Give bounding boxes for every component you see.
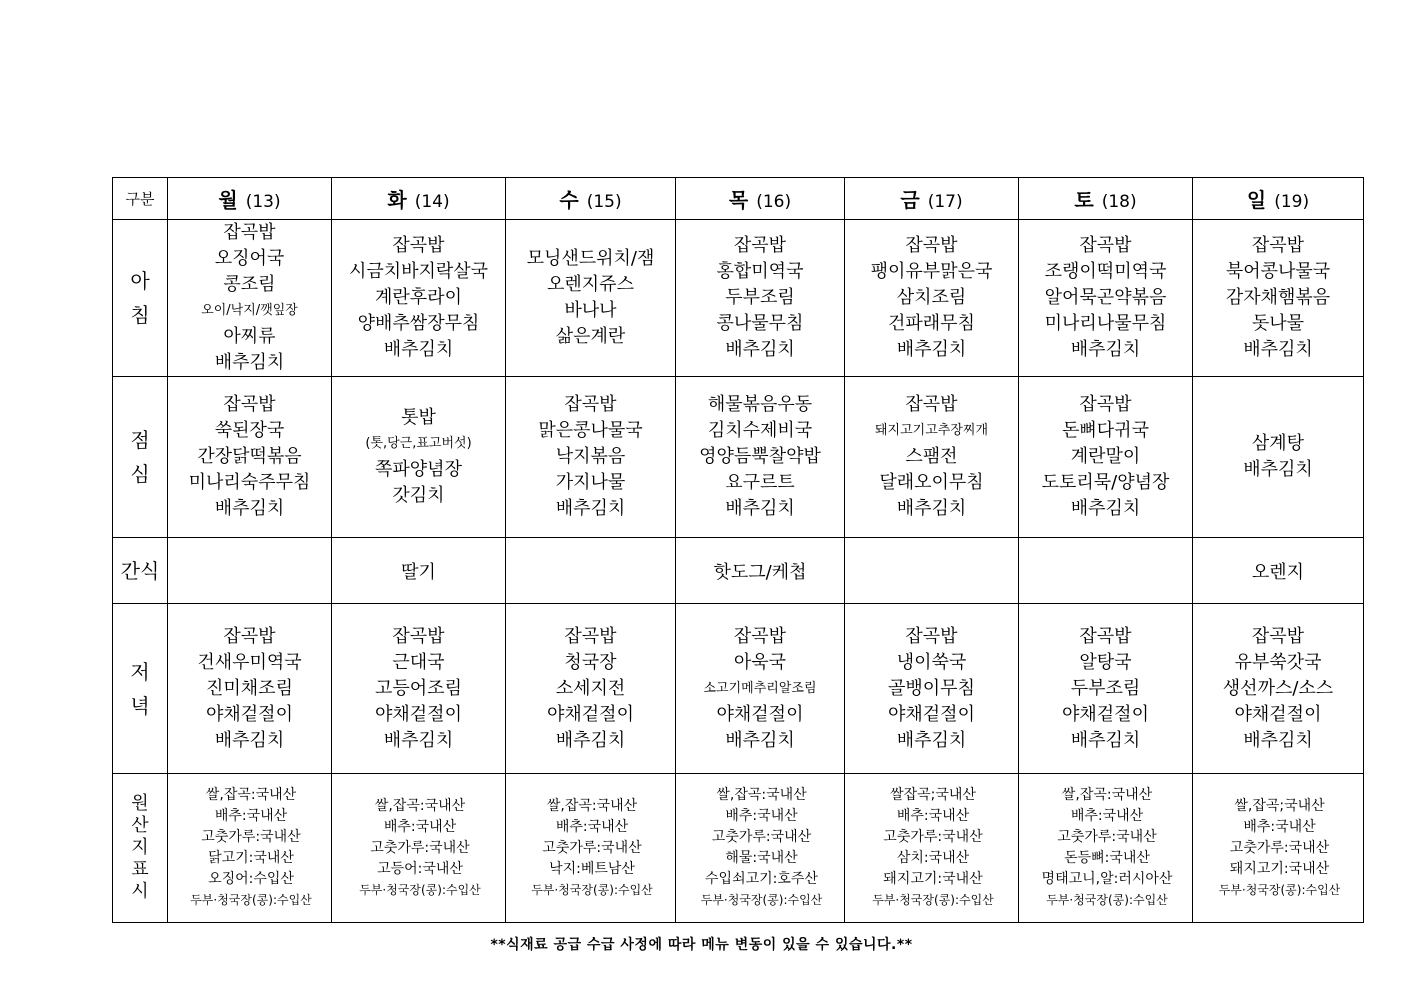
menu-item: 야채겉절이 [206, 703, 293, 725]
origin-item: 쌀,잡곡:국내산 [716, 787, 807, 803]
category-header: 구분 [113, 178, 168, 220]
dinner-cell [332, 604, 506, 774]
breakfast-row [113, 220, 1364, 377]
menu-item: 삶은계란 [555, 326, 626, 347]
menu-item: 배추김치 [1070, 339, 1141, 360]
menu-item: 냉이쑥국 [896, 651, 967, 673]
menu-item: 유부쑥갓국 [1234, 651, 1322, 673]
menu-item: 미나리숙주무침 [188, 472, 311, 493]
menu-item: 잡곡밥 [1079, 235, 1132, 256]
origin-cell [168, 774, 332, 923]
menu-item: 잡곡밥 [1079, 625, 1132, 647]
snack-cell [168, 538, 332, 604]
menu-item: 도토리묵/양념장 [1041, 472, 1170, 493]
origin-item: 고춧가루:국내산 [711, 829, 812, 845]
origin-item: 해물:국내산 [725, 850, 798, 866]
menu-item: 쑥된장국 [214, 420, 285, 441]
menu-item: 오징어국 [214, 248, 285, 269]
origin-cell [332, 774, 506, 923]
menu-item: 잡곡밥 [564, 394, 617, 415]
menu-item: 잡곡밥 [905, 235, 958, 256]
origin-item: 닭고기:국내산 [208, 850, 294, 866]
menu-item: 시금치바지락살국 [348, 261, 489, 282]
menu-item: 간장닭떡볶음 [197, 446, 302, 467]
dinner-cell [676, 604, 845, 774]
lunch-label: 점 심 [113, 377, 168, 538]
day-header: 월 (13) [168, 178, 332, 220]
menu-item: 배추김치 [896, 339, 967, 360]
menu-item: 배추김치 [555, 729, 626, 751]
menu-item: 잡곡밥 [392, 235, 445, 256]
menu-item: 요구르트 [725, 472, 795, 493]
origin-item: 쌀,잡곡:국내산 [546, 797, 638, 814]
lunch-cell [1193, 377, 1364, 538]
origin-item: 명태고니,알:러시아산 [1041, 871, 1173, 887]
snack-cell [1019, 538, 1193, 604]
menu-change-notice: **식재료 공급 수급 사정에 따라 메뉴 변동이 있을 수 있습니다.** [490, 937, 913, 953]
origin-item: 쌀,잡곡:국내산 [1061, 787, 1153, 803]
menu-item: 잡곡밥 [905, 394, 958, 415]
origin-item: 돼지고기:국내산 [1229, 860, 1330, 877]
dinner-cell [168, 604, 332, 774]
menu-item: 김치수제비국 [707, 420, 813, 441]
breakfast-cell [332, 220, 506, 377]
origin-item: 돼지고기:국내산 [883, 871, 983, 887]
snack-cell: 핫도그/케첩 [676, 538, 845, 604]
breakfast-cell [168, 220, 332, 377]
day-header: 수 (15) [506, 178, 676, 220]
origin-item: 고춧가루:국내산 [542, 839, 642, 856]
origin-item: 두부·청국장(콩):수입산 [1218, 882, 1341, 897]
origin-item: 배추:국내산 [555, 818, 629, 835]
origin-item: 고등어:국내산 [377, 860, 463, 877]
snack-cell: 딸기 [332, 538, 506, 604]
origin-item: 배추:국내산 [725, 808, 798, 824]
menu-item: 양배추쌈장무침 [357, 313, 480, 334]
snack-cell: 오렌지 [1193, 538, 1364, 604]
snack-cell [845, 538, 1019, 604]
menu-item: (톳,당근,표고버섯) [365, 436, 472, 451]
menu-item: 콩나물무침 [716, 313, 804, 334]
menu-item: 야채겉절이 [888, 703, 975, 725]
menu-item: 오렌지쥬스 [547, 274, 634, 295]
origin-item: 고춧가루:국내산 [201, 829, 301, 845]
dinner-cell [845, 604, 1019, 774]
menu-item: 야채겉절이 [1062, 703, 1149, 725]
menu-item: 영양듬뿍찰약밥 [699, 446, 821, 467]
origin-item: 낙지:베트남산 [549, 860, 635, 877]
menu-item: 배추김치 [1243, 729, 1313, 751]
origin-item: 쌀,잡곡:국내산 [374, 797, 466, 814]
dinner-row [113, 604, 1364, 774]
dinner-label: 저 녁 [113, 604, 168, 774]
menu-item: 삼계탕 [1251, 433, 1305, 454]
lunch-cell [1019, 377, 1193, 538]
menu-item: 배추김치 [725, 339, 795, 360]
origin-item: 두부·청국장(콩):수입산 [1046, 893, 1168, 907]
menu-item: 감자채햄볶음 [1225, 287, 1331, 308]
menu-item: 잡곡밥 [1079, 394, 1132, 415]
menu-item: 잡곡밥 [223, 625, 276, 647]
origin-cell [1019, 774, 1193, 923]
menu-item: 건파래무침 [888, 313, 975, 334]
menu-item: 맑은콩나물국 [538, 420, 643, 441]
menu-item: 가지나물 [555, 472, 626, 493]
menu-item: 잡곡밥 [1251, 625, 1305, 647]
menu-item: 콩조림 [223, 274, 276, 295]
day-header: 일 (19) [1193, 178, 1364, 220]
origin-cell [1193, 774, 1364, 923]
menu-item: 배추김치 [214, 498, 285, 519]
dinner-cell [506, 604, 676, 774]
menu-item: 잡곡밥 [392, 625, 445, 647]
menu-item: 미나리나물무침 [1044, 313, 1167, 334]
menu-item: 청국장 [564, 651, 617, 673]
menu-item: 조랭이떡미역국 [1044, 261, 1167, 282]
lunch-cell [845, 377, 1019, 538]
day-header: 목 (16) [676, 178, 845, 220]
menu-item: 배추김치 [725, 729, 795, 751]
menu-item: 낙지볶음 [555, 446, 626, 467]
snack-label: 간식 [113, 538, 168, 604]
menu-item: 알탕국 [1079, 651, 1132, 673]
menu-item: 북어콩나물국 [1225, 261, 1331, 282]
breakfast-cell [676, 220, 845, 377]
menu-item: 잡곡밥 [1251, 235, 1305, 256]
menu-item: 갓김치 [392, 485, 445, 506]
origin-item: 쌀,잡곡:국내산 [205, 787, 297, 803]
menu-item: 쪽파양념장 [375, 459, 462, 480]
menu-item: 배추김치 [383, 729, 454, 751]
origin-item: 수입쇠고기:호주산 [705, 871, 818, 887]
menu-item: 팽이유부맑은국 [870, 261, 993, 282]
breakfast-cell [1019, 220, 1193, 377]
menu-item: 알어묵곤약볶음 [1044, 287, 1167, 308]
menu-item: 잡곡밥 [564, 625, 617, 647]
dinner-cell [1193, 604, 1364, 774]
breakfast-cell [1193, 220, 1364, 377]
menu-item: 배추김치 [1243, 339, 1313, 360]
origin-item: 돈등뼈:국내산 [1064, 850, 1150, 866]
menu-item: 잡곡밥 [733, 235, 787, 256]
origin-cell [845, 774, 1019, 923]
menu-item: 골뱅이무침 [888, 677, 975, 699]
menu-item: 배추김치 [383, 339, 454, 360]
origin-item: 삼치:국내산 [896, 850, 970, 866]
origin-item: 고춧가루:국내산 [1057, 829, 1157, 845]
origin-item: 쌀잡곡;국내산 [890, 787, 976, 803]
menu-item: 배추김치 [896, 498, 967, 519]
menu-item: 건새우미역국 [197, 651, 302, 673]
menu-item: 배추김치 [1243, 459, 1313, 480]
menu-item: 야채겉절이 [1234, 703, 1322, 725]
day-header: 화 (14) [332, 178, 506, 220]
menu-item: 달래오이무침 [879, 472, 984, 493]
menu-item: 배추김치 [1070, 498, 1141, 519]
origin-item: 두부·청국장(콩):수입산 [531, 882, 653, 897]
menu-item: 배추김치 [1070, 729, 1141, 751]
origin-item: 배추:국내산 [383, 818, 457, 835]
menu-item: 홍합미역국 [716, 261, 804, 282]
origin-cell [506, 774, 676, 923]
lunch-cell [676, 377, 845, 538]
origin-item: 두부·청국장(콩):수입산 [359, 882, 481, 897]
origin-item: 배추:국내산 [1243, 818, 1316, 835]
snack-cell [506, 538, 676, 604]
origin-item: 배추:국내산 [896, 808, 970, 824]
weekly-menu-table [112, 177, 1364, 923]
lunch-cell [506, 377, 676, 538]
menu-item: 배추김치 [555, 498, 626, 519]
menu-item: 진미채조림 [206, 677, 293, 699]
dinner-cell [1019, 604, 1193, 774]
menu-item: 야채겉절이 [716, 703, 804, 725]
menu-item: 배추김치 [214, 352, 285, 373]
menu-item: 야채겉절이 [375, 703, 462, 725]
menu-item: 소세지전 [555, 677, 626, 699]
origin-cell [676, 774, 845, 923]
origin-item: 배추:국내산 [214, 808, 288, 824]
menu-item: 고등어조림 [375, 677, 462, 699]
menu-item: 잡곡밥 [905, 625, 958, 647]
origin-item: 두부·청국장(콩):수입산 [190, 893, 312, 907]
menu-item: 톳밥 [401, 407, 436, 428]
origin-item: 고춧가루:국내산 [370, 839, 470, 856]
breakfast-cell [506, 220, 676, 377]
menu-item: 두부조림 [1070, 677, 1141, 699]
menu-item: 아찌류 [223, 326, 276, 347]
header-row [113, 178, 1364, 220]
origin-label: 원 산 지 표 시 [113, 774, 168, 923]
menu-item: 배추김치 [896, 729, 967, 751]
origin-row [113, 774, 1364, 923]
origin-item: 고춧가루:국내산 [1229, 839, 1330, 856]
origin-item: 두부·청국장(콩):수입산 [872, 893, 994, 907]
origin-item: 쌀,잡곡;국내산 [1234, 797, 1325, 814]
menu-item: 돼지고기고추장찌개 [874, 423, 989, 438]
menu-item: 삼치조림 [896, 287, 967, 308]
menu-item: 모닝샌드위치/잼 [526, 248, 655, 269]
lunch-cell [168, 377, 332, 538]
origin-item: 오징어:수입산 [208, 871, 294, 887]
day-header: 토 (18) [1019, 178, 1193, 220]
menu-item: 해물볶음우동 [707, 394, 813, 415]
menu-item: 돈뼈다귀국 [1062, 420, 1149, 441]
menu-item: 바나나 [564, 300, 617, 321]
menu-item: 아욱국 [733, 651, 787, 673]
menu-item: 계란후라이 [375, 287, 462, 308]
breakfast-label: 아 침 [113, 220, 168, 377]
lunch-cell [332, 377, 506, 538]
menu-item: 배추김치 [214, 729, 285, 751]
origin-item: 두부·청국장(콩):수입산 [700, 893, 823, 907]
menu-item: 잡곡밥 [223, 394, 276, 415]
origin-item: 고춧가루:국내산 [883, 829, 983, 845]
menu-item: 오이/낙지/깻잎장 [201, 303, 298, 318]
lunch-row [113, 377, 1364, 538]
menu-item: 잡곡밥 [223, 222, 276, 243]
menu-item: 근대국 [392, 651, 445, 673]
menu-item: 야채겉절이 [547, 703, 634, 725]
snack-row [113, 538, 1364, 604]
menu-item: 생선까스/소스 [1222, 677, 1334, 699]
breakfast-cell [845, 220, 1019, 377]
menu-item: 계란말이 [1070, 446, 1141, 467]
menu-item: 두부조림 [725, 287, 795, 308]
day-header: 금 (17) [845, 178, 1019, 220]
origin-item: 배추:국내산 [1070, 808, 1144, 824]
menu-item: 소고기메추리알조림 [703, 680, 817, 696]
menu-item: 배추김치 [725, 498, 795, 519]
menu-item: 잡곡밥 [733, 625, 787, 647]
menu-item: 스팸전 [905, 446, 958, 467]
menu-item: 돗나물 [1251, 313, 1305, 334]
